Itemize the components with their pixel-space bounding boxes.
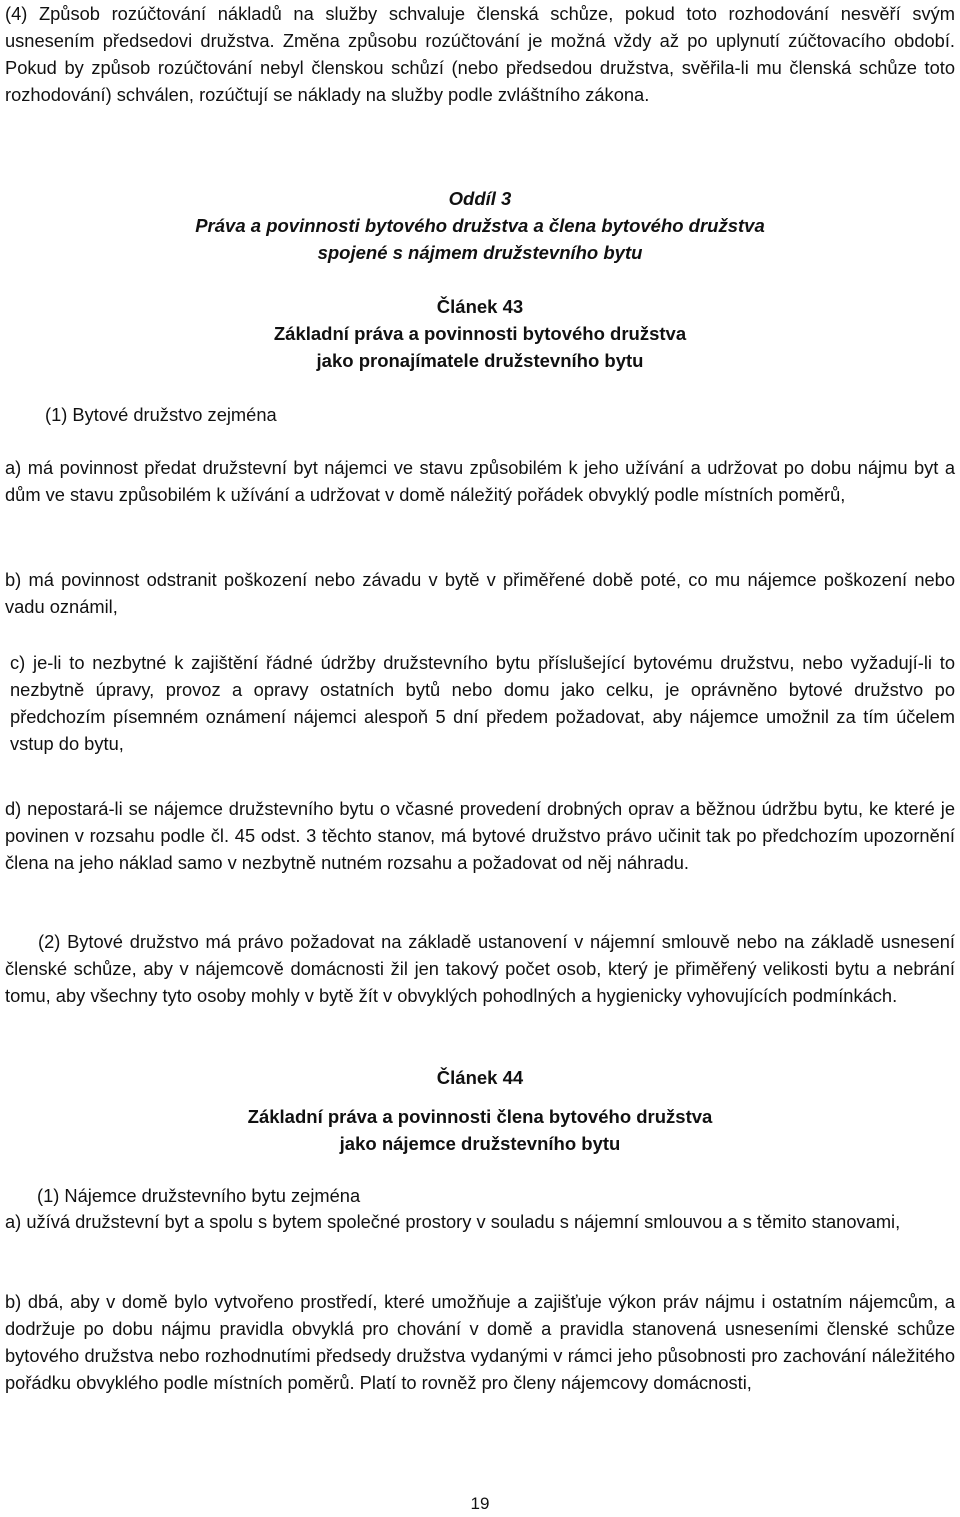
paragraph-4: (4) Způsob rozúčtování nákladů na služby schvaluje členská schůze, pokud toto rozhodování nesvěří svým usnesením předsedovi družstva. Změna způsobu rozúčtování je možná vždy až po uplynutí zúčtovacího období. Pokud by způsob rozúčtování nebyl členskou schůzí (nebo předsedou družstva, svěřila-li mu členská schůze toto rozhodování) schválen, rozúčtují se náklady na služby podle zvláštního zákona.	[5, 3, 955, 105]
article-44-heading	[0, 1064, 960, 1157]
article-43-title-line-2: jako pronajímatele družstevního bytu	[316, 350, 644, 371]
article-43-heading	[0, 293, 960, 374]
article-43-paragraph-2: (2) Bytové družstvo má právo požadovat na základě ustanovení v nájemní smlouvě nebo na základě usnesení členské schůze, aby v nájemcově domácnosti žil jen takový počet osob, který je přiměřený velikosti bytu a nebrání tomu, aby všechny tyto osoby mohly v bytě žít v obvyklých pohodlných a hygienicky vyhovujících podmínkách.	[5, 931, 955, 1006]
article-43-number: Článek 43	[436, 296, 524, 317]
article-43-item-d: d) nepostará-li se nájemce družstevního bytu o včasné provedení drobných oprav a běžnou údržbu bytu, ke které je povinen v rozsahu podle čl. 45 odst. 3 těchto stanov, má bytové družstvo právo učinit tak po předchozím upozornění člena na jeho náklad samo v nezbytně nutném rozsahu a požadovat od něj náhradu.	[5, 798, 955, 873]
article-44-item-b: b) dbá, aby v domě bylo vytvořeno prostředí, které umožňuje a zajišťuje výkon práv nájmu i ostatním nájemcům, a dodržuje po dobu nájmu pravidla obvyklá pro chování v domě a pravidla stanovená usneseními členské schůze bytového družstva nebo rozhodnutími předsedy družstva vydanými v rámci jeho působnosti pro zachování náležitého pořádku obvyklého podle místních poměrů. Platí to rovněž pro členy nájemcovy domácnosti,	[5, 1291, 955, 1393]
article-44-paragraph-1: (1) Nájemce družstevního bytu zejména	[37, 1185, 361, 1206]
section-title-line-2: spojené s nájmem družstevního bytu	[317, 242, 643, 263]
article-44-title-line-1: Základní práva a povinnosti člena bytového družstva	[247, 1106, 713, 1127]
article-43-title-line-1: Základní práva a povinnosti bytového družstva	[273, 323, 687, 344]
article-43-paragraph-1: (1) Bytové družstvo zejména	[45, 404, 277, 425]
article-43-item-b: b) má povinnost odstranit poškození nebo závadu v bytě v přiměřené době poté, co mu nájemce poškození nebo vadu oznámil,	[5, 569, 955, 617]
section-number: Oddíl 3	[448, 188, 512, 209]
article-43-item-a: a) má povinnost předat družstevní byt nájemci ve stavu způsobilém k jeho užívání a udržovat po dobu nájmu byt a dům ve stavu způsobilém k užívání a udržovat v domě náležitý pořádek obvyklý podle místních poměrů,	[5, 457, 955, 505]
page-number: 19	[470, 1494, 490, 1513]
article-44-number: Článek 44	[436, 1067, 524, 1088]
article-44-spacer	[0, 1091, 960, 1103]
section-title-line-1: Práva a povinnosti bytového družstva a člena bytového družstva	[195, 215, 765, 236]
article-44-title-line-2: jako nájemce družstevního bytu	[339, 1133, 621, 1154]
article-43-item-c: c) je-li to nezbytné k zajištění řádné údržby družstevního bytu příslušející bytovému družstvu, nebo vyžadují-li to nezbytně úpravy, provoz a opravy ostatních bytů nebo domu jako celku, je oprávněno bytové družstvo po předchozím písemném oznámení nájemci alespoň 5 dní předem požadovat, aby nájemce umožnil za tím účelem vstup do bytu,	[10, 652, 955, 754]
article-44-item-a: a) užívá družstevní byt a spolu s bytem společné prostory v souladu s nájemní smlouvou a s těmito stanovami,	[5, 1211, 901, 1232]
section-heading	[0, 185, 960, 266]
